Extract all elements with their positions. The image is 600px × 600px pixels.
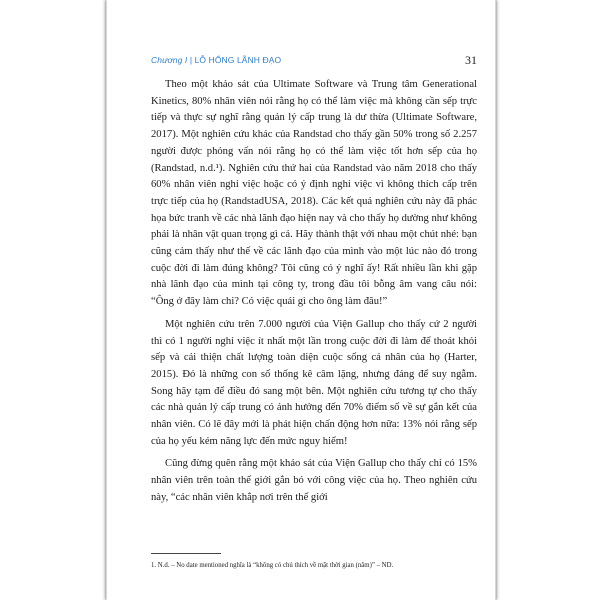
body-text — [151, 77, 477, 507]
running-head: Chương I | LỖ HỔNG LÃNH ĐẠO — [151, 55, 282, 65]
page-header — [151, 53, 477, 69]
book-page — [106, 0, 496, 600]
page-number: 31 — [465, 53, 477, 67]
chapter-title: LỖ HỔNG LÃNH ĐẠO — [194, 55, 282, 65]
chapter-label: Chương I — [151, 55, 188, 65]
paragraph: Cũng đừng quên rằng một khảo sát của Viện Gallup cho thấy chỉ có 15% nhân viên trên toàn thế giới gắn bó với công việc của họ. Theo nghiên cứu này, “các nhân viên khắp nơi trên thế giới — [151, 458, 477, 503]
footnote-divider — [151, 553, 221, 554]
paragraph: Một nghiên cứu trên 7.000 người của Viện Gallup cho thấy cứ 2 người thì có 1 người nghỉ việc ít nhất một lần trong cuộc đời đi làm để thoát khỏi sếp và cải thiện chất lượng toàn diện cuộc sống cá nhân của họ (Harter, 2015). Đó là những con số thống kê câm lặng, nhưng đáng để suy ngẫm. Song hãy tạm để điều đó sang một bên. Một nghiên cứu tương tự cho thấy các nhà quản lý cấp trung có ảnh hưởng đến 70% điểm số về sự gắn kết của nhân viên. Có lẽ đây mới là phát hiện chấn động hơn nữa: 13% nói rằng sếp của họ yếu kém năng lực đến mức nguy hiểm! — [151, 318, 477, 447]
paragraph: Theo một khảo sát của Ultimate Software và Trung tâm Generational Kinetics, 80% nhân viên nói rằng họ có thể làm việc mà không cần sếp trực tiếp và thực sự nghĩ rằng quản lý cấp trung là dư thừa (Ultimate Software, 2017). Một nghiên cứu khác của Randstad cho thấy gần 50% trong số 2.257 người được phỏng vấn nói rằng họ có thể làm việc tốt hơn sếp của họ (Randstad, n.d.¹). Nghiên cứu thứ hai của Randstad vào năm 2018 cho thấy 60% nhân viên nghỉ việc hoặc có ý định nghỉ việc vì không thích cấp trên trực tiếp của họ (RandstadUSA, 2018). Các kết quả nghiên cứu này đã phác họa bức tranh về các nhà lãnh đạo hiện nay và cho thấy họ dường như không phải là nhân vật quan trọng gì cả. Hãy thành thật với nhau một chút nhé: bạn cũng cảm thấy như thế về các lãnh đạo của mình vào một lúc nào đó trong cuộc đời đi làm đúng không? Tôi cũng có ý nghĩ ấy! Rất nhiều lần khi gặp nhà lãnh đạo của mình tại công ty, trong đầu tôi bỗng âm vang câu nói: “Ông ở đây làm chi? Có việc quái gì cho ông làm đâu!” — [151, 79, 477, 308]
footnote: 1. N.d. – No date mentioned nghĩa là “không có chú thích về mặt thời gian (năm)” – ND. — [151, 562, 394, 569]
